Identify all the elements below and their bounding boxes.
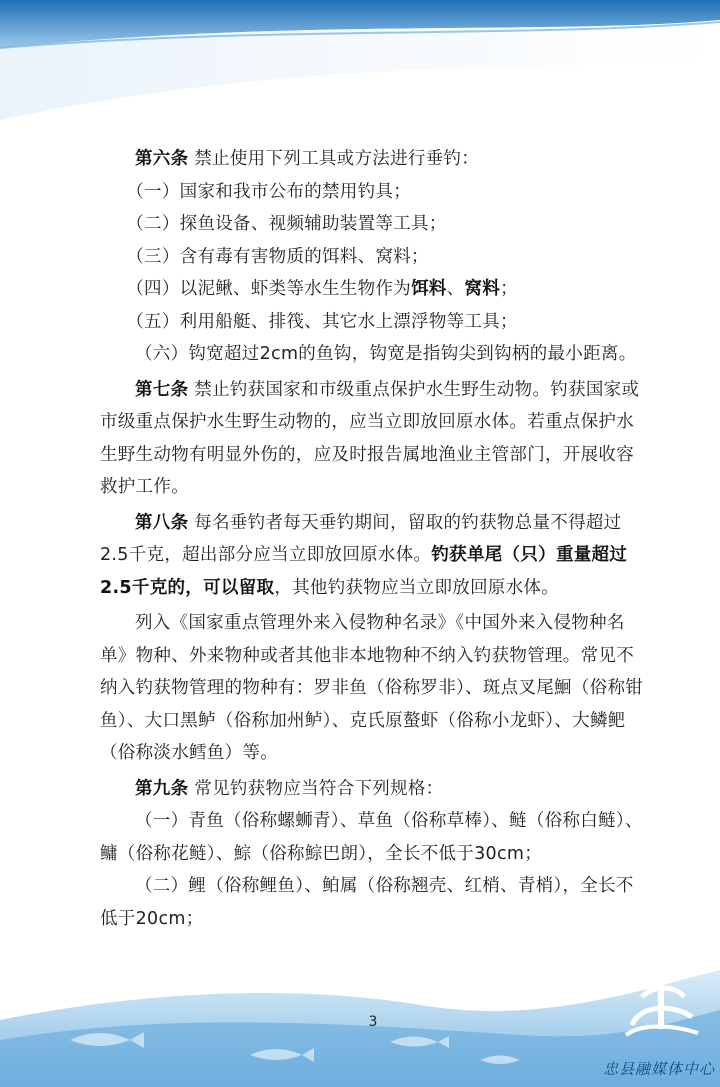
article-8-tail: ，其他钓获物应当立即放回原水体。 [274,577,560,598]
article-7 [100,374,645,504]
county-media-logo [612,975,712,1055]
item-4-bold-bait: 饵料 [411,279,447,299]
article-6-item-4 [100,273,645,306]
article-6-item-3: （三）含有毒有害物质的饵料、窝料； [126,246,429,267]
article-7-lead: 第七条 [135,379,189,400]
item-4-post: ； [500,279,518,299]
article-6-item-1: （一）国家和我市公布的禁用钓具； [126,181,412,202]
media-center-watermark: 忠县融媒体中心 [602,1060,715,1078]
article-9-text: 常见钓获物应当符合下列规格： [188,778,444,799]
article-6-item-6: （六）钩宽超过2cm的鱼钩，钩宽是指钩尖到钩柄的最小距离。 [135,344,637,364]
document-body [100,143,645,935]
item-4-sep: 、 [446,279,465,299]
invasive-species-paragraph: 列入《国家重点管理外来入侵物种名录》《中国外来入侵物种名单》物种、外来物种或者其他非本地物种不纳入钓获物管理。常见不纳入钓获物管理的物种有：罗非鱼（俗称罗非）、斑点叉尾鮰（俗称钳鱼）、大口黑鲈（俗称加州鲈）、克氏原螯虾（俗称小龙虾）、大鳞鲃（俗称淡水鳕鱼）等。 [100,613,644,763]
article-9-lead: 第九条 [135,778,189,799]
item-4-pre: （四）以泥鳅、虾类等水生生物作为 [126,279,412,299]
item-4-bold-chum: 窝料 [464,279,501,299]
article-6 [100,143,645,176]
article-8-text: 每名垂钓者每天垂钓期间，留取的钓获物总量不得超过2.5千克，超出部分应当立即放回原水体。 [100,512,622,565]
article-8-lead: 第八条 [135,512,189,533]
article-9-item-1: （一）青鱼（俗称螺蛳青）、草鱼（俗称草棒）、鲢（俗称白鲢）、鳙（俗称花鲢）、鯮（俗称鯮巴朗），全长不低于30cm； [100,811,643,864]
article-6-lead: 第六条 [135,149,189,169]
article-9-item-2: （二）鲤（俗称鲤鱼）、鲌属（俗称翘壳、红梢、青梢），全长不低于20cm； [100,876,634,929]
article-6-item-2: （二）探鱼设备、视频辅助装置等工具； [126,214,447,234]
top-wave-decoration [0,0,720,140]
article-7-text: 禁止钓获国家和市级重点保护水生野生动物。钓获国家或市级重点保护水生野生动物的，应当立即放回原水体。若重点保护水生野生动物有明显外伤的，应及时报告属地渔业主管部门，开展收容救护工作。 [100,379,640,497]
page-number: 3 [368,1014,378,1030]
article-6-item-5: （五）利用船艇、排筏、其它水上漂浮物等工具； [126,311,518,332]
article-8 [100,507,645,605]
article-9 [100,773,645,806]
article-8-bold: 钓获单尾（只）重量超过2.5千克的，可以留取 [100,545,628,598]
article-6-text: 禁止使用下列工具或方法进行垂钓： [188,149,480,169]
